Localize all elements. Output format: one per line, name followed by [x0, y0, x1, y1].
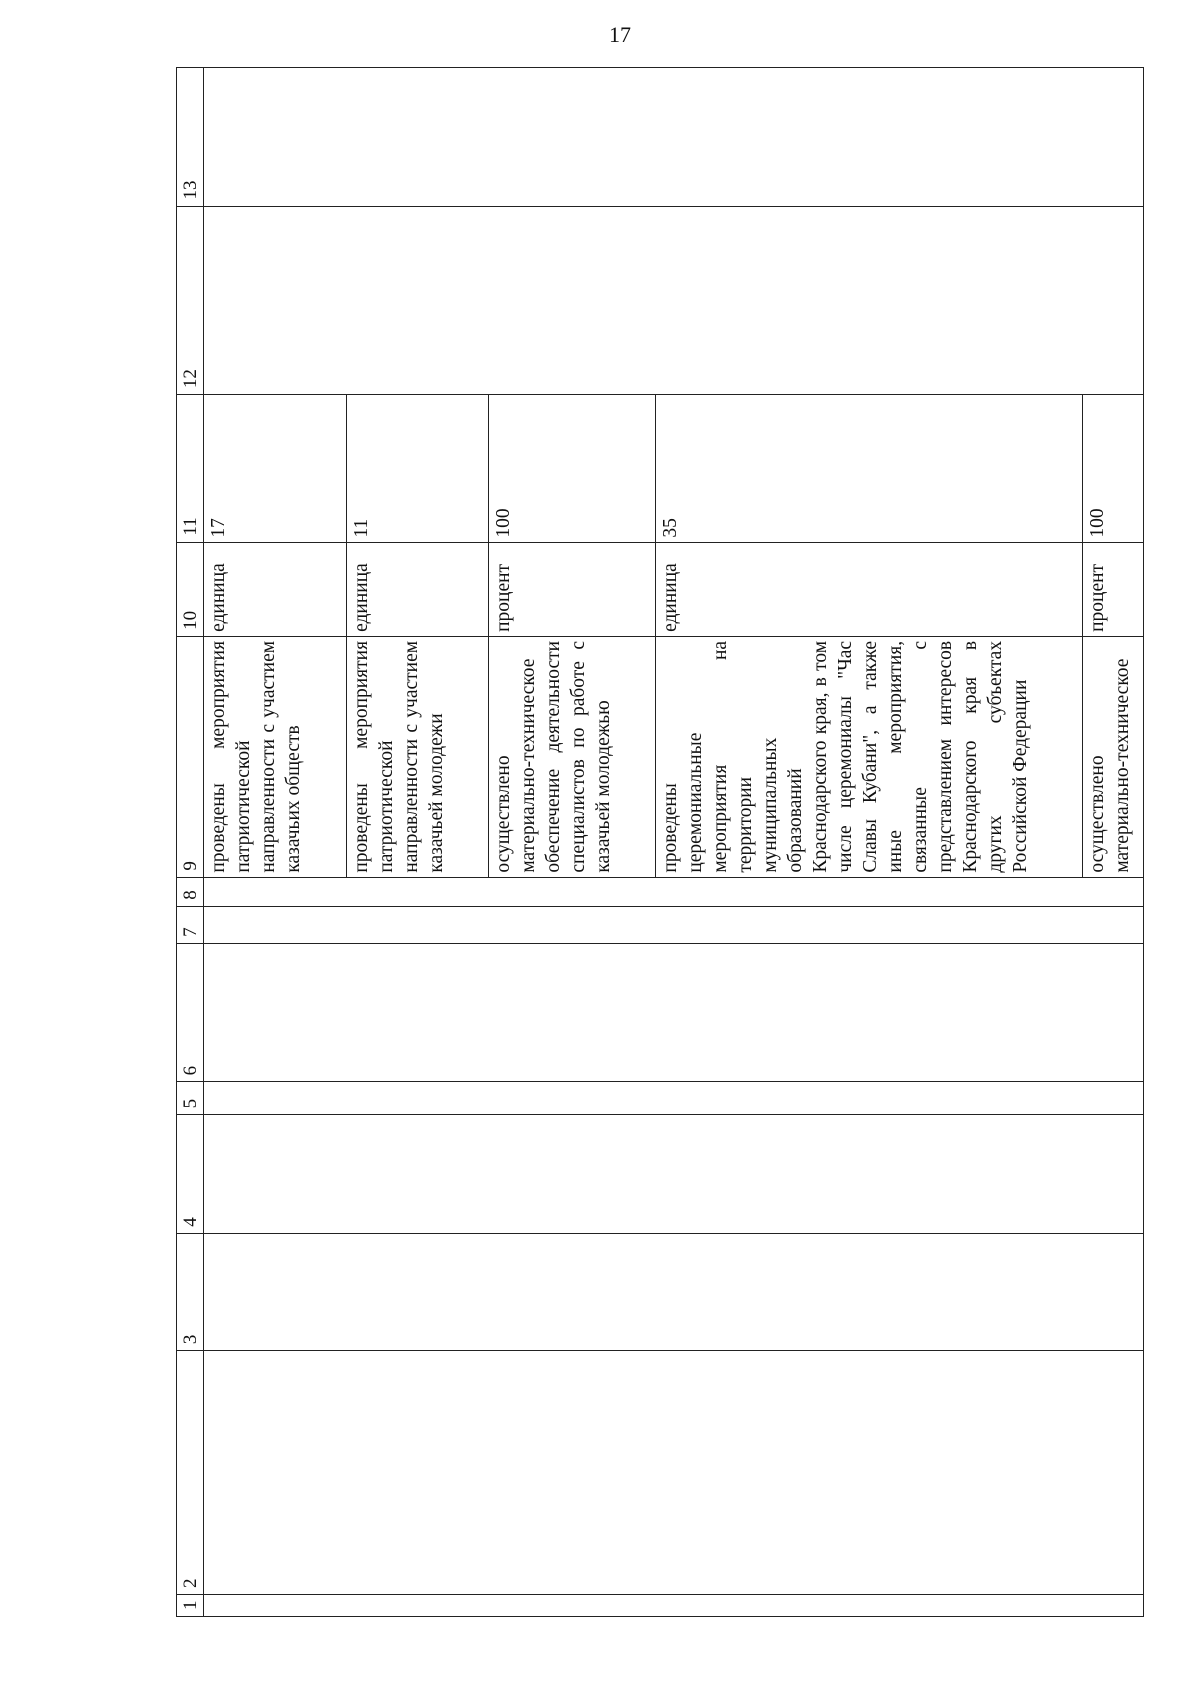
header-col-5: 5 — [177, 1082, 204, 1115]
cell-col-7 — [204, 906, 1144, 943]
unit-cell: единица — [656, 542, 1083, 636]
header-col-9: 9 — [177, 636, 204, 877]
cell-col-6 — [204, 943, 1144, 1081]
header-col-13: 13 — [177, 68, 204, 207]
table-header-row — [177, 68, 204, 1617]
value-cell: 100 — [1083, 395, 1144, 542]
indicator-name-cell: проведены мероприятия патриотической направленности с участием казачьих обществ — [204, 636, 346, 877]
cell-col-8 — [204, 877, 1144, 906]
cell-col-5 — [204, 1082, 1144, 1115]
indicator-name-cell: осуществлено материально-техническое обеспечение деятельности специалистов по работе с казачьей молодежью — [488, 636, 656, 877]
cell-col-12 — [204, 206, 1144, 395]
header-col-2: 2 — [177, 1351, 204, 1595]
value-cell: 17 — [204, 395, 346, 542]
header-col-3: 3 — [177, 1233, 204, 1350]
header-col-8: 8 — [177, 877, 204, 906]
unit-cell: единица — [346, 542, 488, 636]
value-cell: 11 — [346, 395, 488, 542]
header-col-4: 4 — [177, 1115, 204, 1233]
header-col-1: 1 — [177, 1594, 204, 1616]
indicator-name-cell: проведены церемониальные мероприятия на территории муниципальных образований Краснодарского края, в том числе церемониалы "Час Славы Кубани", а также иные мероприятия, связанные с представлением интересов Краснодарского края в других субъектах Российской Федерации — [656, 636, 1083, 877]
cell-col-13 — [204, 68, 1144, 207]
header-col-12: 12 — [177, 206, 204, 395]
header-col-10: 10 — [177, 542, 204, 636]
unit-cell: процент — [488, 542, 656, 636]
unit-cell: единица — [204, 542, 346, 636]
indicator-name-cell: проведены мероприятия патриотической направленности с участием казачьей молодежи — [346, 636, 488, 877]
header-col-11: 11 — [177, 395, 204, 542]
header-col-7: 7 — [177, 906, 204, 943]
cell-col-3 — [204, 1233, 1144, 1350]
rotated-table-container — [176, 67, 1144, 1617]
cell-col-4 — [204, 1115, 1144, 1233]
value-cell: 100 — [488, 395, 656, 542]
cell-col-2 — [204, 1351, 1144, 1595]
data-table — [176, 67, 1144, 1617]
indicator-name-cell: осуществлено материально-техническое — [1083, 636, 1144, 877]
value-cell: 35 — [656, 395, 1083, 542]
unit-cell: процент — [1083, 542, 1144, 636]
cell-col-1 — [204, 1594, 1144, 1616]
page-number: 17 — [609, 22, 631, 47]
header-col-6: 6 — [177, 943, 204, 1081]
table-row — [204, 68, 346, 1617]
